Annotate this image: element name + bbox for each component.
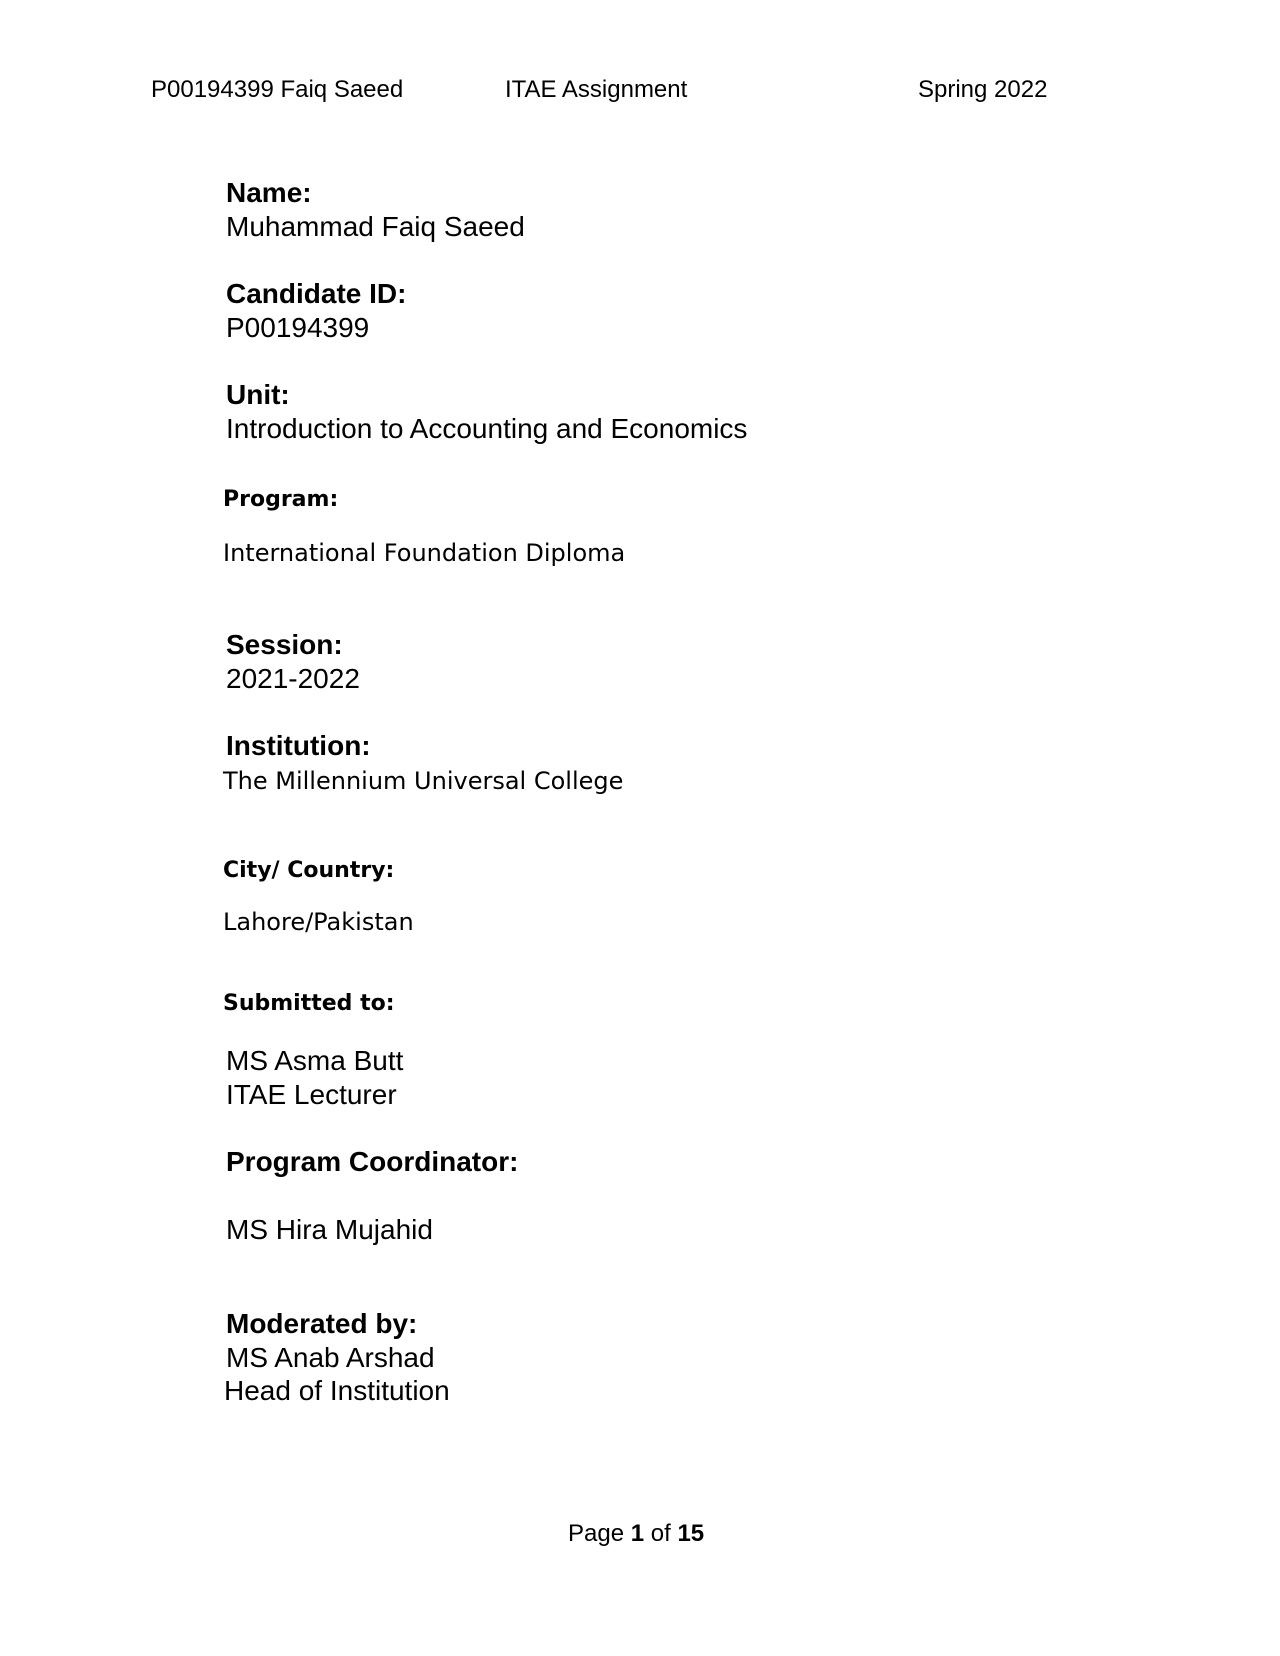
- header-term: Spring 2022: [918, 76, 1048, 103]
- institution-value: The Millennium Universal College: [223, 767, 624, 795]
- submitted-to-name: MS Asma Butt: [226, 1045, 404, 1076]
- current-page-number: 1: [630, 1520, 645, 1547]
- candidate-id-value: P00194399: [226, 312, 370, 343]
- session-value: 2021-2022: [226, 663, 360, 694]
- city-country-label: City/ Country:: [223, 858, 395, 883]
- session-label: Session:: [226, 629, 343, 660]
- city-country-value: Lahore/Pakistan: [223, 908, 414, 936]
- submitted-to-role: ITAE Lecturer: [226, 1079, 397, 1110]
- coordinator-label: Program Coordinator:: [226, 1146, 519, 1177]
- program-value: International Foundation Diploma: [223, 539, 626, 567]
- unit-label: Unit:: [226, 379, 290, 410]
- submitted-to-label: Submitted to:: [223, 991, 395, 1016]
- name-label: Name:: [226, 177, 312, 208]
- of-word: of: [650, 1520, 671, 1547]
- total-pages-number: 15: [677, 1520, 705, 1547]
- header-title: ITAE Assignment: [505, 76, 688, 103]
- page-number-footer: [568, 1520, 704, 1548]
- page-word: Page: [568, 1520, 625, 1547]
- candidate-id-label: Candidate ID:: [226, 278, 407, 309]
- program-label: Program:: [223, 487, 339, 512]
- institution-label: Institution:: [226, 730, 371, 761]
- unit-value: Introduction to Accounting and Economics: [226, 413, 748, 444]
- moderated-by-label: Moderated by:: [226, 1308, 418, 1339]
- coordinator-name: MS Hira Mujahid: [226, 1214, 433, 1245]
- header-candidate: P00194399 Faiq Saeed: [151, 76, 404, 103]
- moderated-by-role: Head of Institution: [224, 1375, 450, 1406]
- moderated-by-name: MS Anab Arshad: [226, 1342, 435, 1373]
- name-value: Muhammad Faiq Saeed: [226, 211, 525, 242]
